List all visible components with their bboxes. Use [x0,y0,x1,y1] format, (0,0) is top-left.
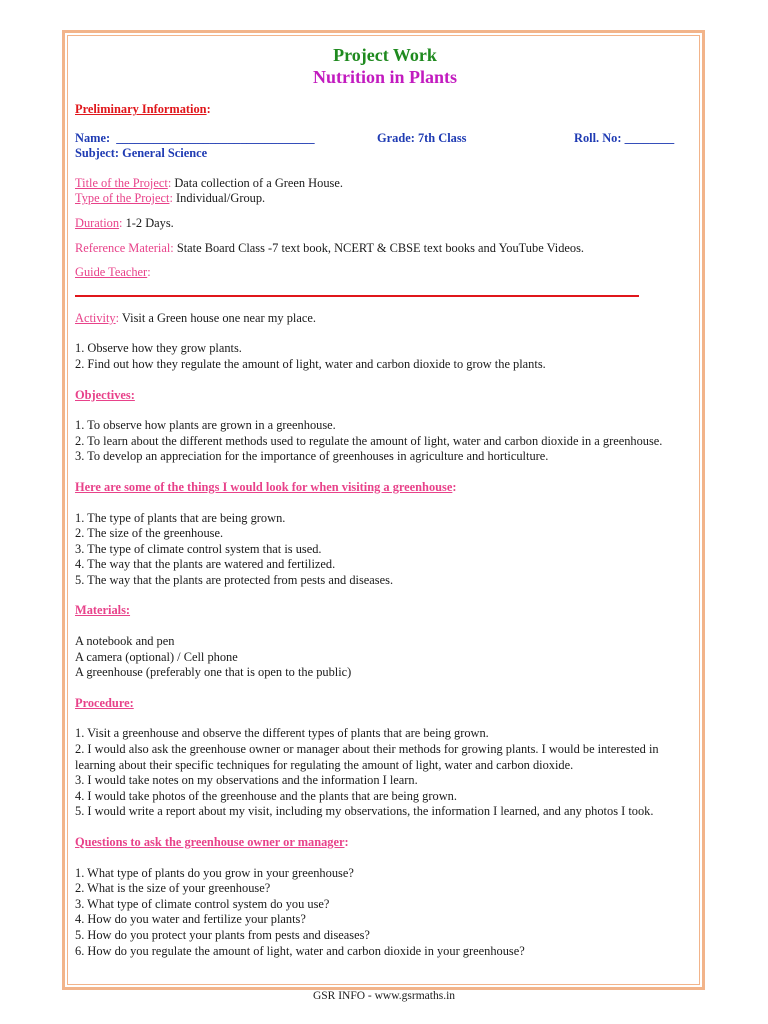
reference-material [75,241,695,257]
duration: Duration: 1-2 Days. [75,215,174,230]
list-item: 3. To develop an appreciation for the importance of greenhouses in agriculture and horticulture. [75,449,549,464]
document-body [75,44,695,959]
list-item: 1. The type of plants that are being grown. [75,510,286,525]
procedure-heading: Procedure: [75,695,134,710]
lookfor-list [75,511,695,589]
roll-field: Roll. No: ________ [574,130,675,145]
list-item: 2. To learn about the different methods used to regulate the amount of light, water and carbon dioxide in a greenhouse. [75,433,663,448]
list-item: 1. Visit a greenhouse and observe the different types of plants that are being grown. [75,726,489,741]
questions-list [75,866,695,960]
reference-material-label: Reference Material: [75,240,174,255]
section-divider [75,295,639,297]
activity: Activity: Visit a Green house one near my place. [75,310,316,325]
guide-teacher-label: Guide Teacher [75,265,148,280]
list-item: 1. Observe how they grow plants. [75,341,242,356]
list-item: 5. I would write a report about my visit, including my observations, the information I learned, and any photos I took. [75,804,654,819]
reference-material-value: State Board Class -7 text book, NCERT & CBSE text books and YouTube Videos. [173,240,585,255]
list-item: 6. How do you regulate the amount of light, water and carbon dioxide in your greenhouse? [75,943,525,958]
subject-field: Subject: General Science [75,146,208,161]
materials-list [75,634,695,681]
list-item: 2. What is the size of your greenhouse? [75,881,271,896]
type-of-project: Type of the Project: Individual/Group. [75,191,266,206]
name-label: Name: [75,130,111,145]
list-item: A notebook and pen [75,634,175,649]
list-item: 3. The type of climate control system that is used. [75,541,322,556]
list-item: 5. The way that the plants are protected from pests and diseases. [75,572,394,587]
activity-value: Visit a Green house one near my place. [119,310,316,325]
list-item: 5. How do you protect your plants from pests and diseases? [75,927,370,942]
page-footer: GSR INFO - www.gsrmaths.in [312,990,456,1002]
name-blank: ________________________________ [116,130,315,145]
list-item: 1. What type of plants do you grow in your greenhouse? [75,865,354,880]
list-item: 2. Find out how they regulate the amount of light, water and carbon dioxide to grow the plants. [75,356,546,371]
materials-heading: Materials: [75,603,131,618]
questions-heading: Questions to ask the greenhouse owner or manager: [75,835,349,849]
activity-label: Activity [75,310,116,325]
list-item: A greenhouse (preferably one that is open to the public) [75,665,352,680]
objectives-list [75,418,695,465]
activity-list [75,341,695,372]
title-of-project-label: Title of the Project [75,175,168,190]
lookfor-heading: Here are some of the things I would look for when visiting a greenhouse: [75,479,457,494]
list-item: 1. To observe how plants are grown in a greenhouse. [75,418,336,433]
name-field [75,131,377,147]
duration-value: 1-2 Days. [122,215,174,230]
list-item: 4. How do you water and fertilize your plants? [75,912,306,927]
type-of-project-label: Type of the Project [75,191,170,206]
list-item: 2. I would also ask the greenhouse owner or manager about their methods for growing plants. I would be interested in learning about their specific techniques for regulating the amount of light, water and carbon dioxide. [75,742,659,772]
list-item: 4. The way that the plants are watered and fertilized. [75,557,336,572]
preliminary-heading-colon: : [206,102,211,116]
list-item: 4. I would take photos of the greenhouse and the plants that are being grown. [75,788,457,803]
list-item: 3. I would take notes on my observations and the information I learn. [75,773,418,788]
title-of-project-value: Data collection of a Green House. [171,175,343,190]
list-item: A camera (optional) / Cell phone [75,649,238,664]
grade-field: Grade: 7th Class [377,130,467,145]
preliminary-heading [75,102,695,118]
preliminary-heading-text: Preliminary Information [75,102,207,116]
type-of-project-value: Individual/Group. [172,191,266,206]
objectives-heading: Objectives: [75,387,135,402]
guide-teacher: Guide Teacher: [75,265,151,280]
procedure-list [75,726,695,820]
list-item: 3. What type of climate control system do you use? [75,896,330,911]
list-item: 2. The size of the greenhouse. [75,526,224,541]
student-info-row [75,131,695,147]
title-of-project: Title of the Project: Data collection of a Green House. [75,175,343,190]
duration-label: Duration [75,215,120,230]
document-subtitle: Nutrition in Plants [312,67,458,87]
document-title: Project Work [333,45,437,65]
